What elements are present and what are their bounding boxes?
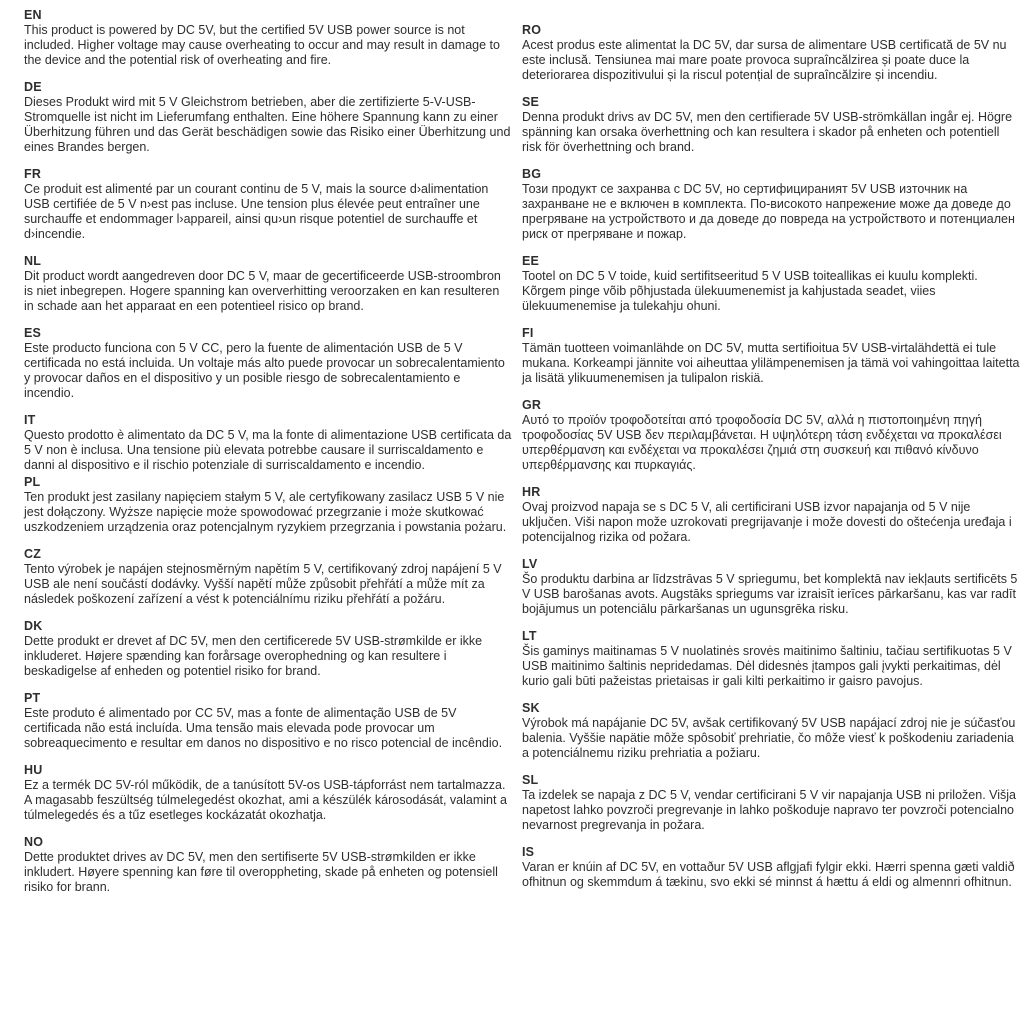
section-dk xyxy=(24,619,512,679)
language-code: ES xyxy=(24,326,42,340)
notice-text: Dit product wordt aangedreven door DC 5 V, maar de gecertificeerde USB-stroombron is niet inbegrepen. Hogere spanning kan oververhitting veroorzaken en kan resulteren in schade aan het apparaat en een potentieel risico op brand. xyxy=(24,269,501,313)
language-code: FR xyxy=(24,167,42,181)
section-no xyxy=(24,835,512,895)
language-code: LT xyxy=(522,629,537,643)
language-code: GR xyxy=(522,398,542,412)
language-code: PT xyxy=(24,691,41,705)
notice-text: Výrobok má napájanie DC 5V, avšak certifikovaný 5V USB napájací zdroj nie je súčasťou balenia. Vyššie napätie môže spôsobiť prehriatie, čo môže viesť k poškodeniu zariadenia a potenciálnemu riziku prehriatia a požiaru. xyxy=(522,716,1016,760)
language-code: NO xyxy=(24,835,44,849)
section-is xyxy=(522,845,1020,890)
notice-text: Denna produkt drivs av DC 5V, men den certifierade 5V USB-strömkällan ingår ej. Högre spänning kan orsaka överhettning och kan resultera i skador på enheten och potentiell risk för överhettning och brand. xyxy=(522,110,1013,154)
section-es xyxy=(24,326,512,401)
language-code: DK xyxy=(24,619,43,633)
notice-text: Tento výrobek je napájen stejnosměrným napětím 5 V, certifikovaný zdroj napájení 5 V USB ale není součástí dodávky. Vyšší napětí může způsobit přehřátí a může mít za následek poškození zařízení a vést k potenciálnímu riziku přehřátí a požáru. xyxy=(24,562,502,606)
notice-text: Varan er knúin af DC 5V, en vottaður 5V USB aflgjafi fylgir ekki. Hærri spenna gæti valdið ofhitnun og skemmdum á tækinu, svo ekki sé minnst á hættu á eldi og almennri ofhitnun. xyxy=(522,860,1015,889)
language-code: SK xyxy=(522,701,540,715)
section-de xyxy=(24,80,512,155)
section-sl xyxy=(522,773,1020,833)
notice-text: Acest produs este alimentat la DC 5V, dar sursa de alimentare USB certificată de 5V nu este inclusă. Tensiunea mai mare poate provoca supraîncălzirea și poate duce la deteriorarea dispozitivului și la riscul potențial de supraîncălzire și incendiu. xyxy=(522,38,1007,82)
section-sk xyxy=(522,701,1020,761)
language-code: RO xyxy=(522,23,542,37)
language-code: IS xyxy=(522,845,535,859)
section-fr xyxy=(24,167,512,242)
notice-text: Este producto funciona con 5 V CC, pero la fuente de alimentación USB de 5 V certificada no está incluida. Un voltaje más alto puede provocar un sobrecalentamiento y provocar daños en el dispositivo y un posible riesgo de sobrecalentamiento e incendio. xyxy=(24,341,505,400)
section-gr xyxy=(522,398,1020,473)
section-ee xyxy=(522,254,1020,314)
language-code: NL xyxy=(24,254,42,268)
column-left xyxy=(24,8,512,1024)
language-code: SE xyxy=(522,95,540,109)
section-cz xyxy=(24,547,512,607)
notice-text: Questo prodotto è alimentato da DC 5 V, ma la fonte di alimentazione USB certificata da 5 V non è inclusa. Una tensione più elevata potrebbe causare il surriscaldamento e danni al dispositivo e il rischio potenziale di surriscaldamento e incendio. xyxy=(24,428,512,472)
section-hr xyxy=(522,485,1020,545)
section-it xyxy=(24,413,512,473)
language-code: DE xyxy=(24,80,42,94)
notice-text: This product is powered by DC 5V, but the certified 5V USB power source is not included. Higher voltage may cause overheating to occur and may result in damage to the device and the potential risk of overheating and fire. xyxy=(24,23,500,67)
section-en xyxy=(24,8,512,68)
section-nl xyxy=(24,254,512,314)
notice-text: Ta izdelek se napaja z DC 5 V, vendar certificirani 5 V vir napajanja USB ni priložen. Višja napetost lahko povzroči pregrevanje in lahko poškoduje napravo ter povzroči potencialno nevarnost pregrevanja in požara. xyxy=(522,788,1017,832)
language-code: HU xyxy=(24,763,43,777)
section-lt xyxy=(522,629,1020,689)
notice-text: Tämän tuotteen voimanlähde on DC 5V, mutta sertifioitua 5V USB-virtalähdettä ei tule mukana. Korkeampi jännite voi aiheuttaa ylilämpenemisen ja tämä voi vahingoittaa laitetta ja lisätä ylikuumenemisen ja tulipalon riskiä. xyxy=(522,341,1020,385)
notice-text: Dette produkt er drevet af DC 5V, men den certificerede 5V USB-strømkilde er ikke inkluderet. Højere spænding kan forårsage overophedning og kan resultere i beskadigelse af enheden og potentiel risiko for brand. xyxy=(24,634,483,678)
notice-text: Този продукт се захранва с DC 5V, но сертифицираният 5V USB източник на захранване не е включен в комплекта. По-високото напрежение може да доведе до прегряване на устройството и да доведе до повреда на устройството и потенциален риск от прегряване и пожар. xyxy=(522,182,1015,241)
notice-text: Dette produktet drives av DC 5V, men den sertifiserte 5V USB-strømkilden er ikke inkludert. Høyere spenning kan føre til overoppheting, skade på enheten og potensiell risiko for brann. xyxy=(24,850,498,894)
language-code: BG xyxy=(522,167,542,181)
language-code: HR xyxy=(522,485,541,499)
section-pl xyxy=(24,475,512,535)
language-code: PL xyxy=(24,475,41,489)
language-code: LV xyxy=(522,557,538,571)
section-bg xyxy=(522,167,1020,242)
notice-text: Tootel on DC 5 V toide, kuid sertifitseeritud 5 V USB toiteallikas ei kuulu komplekti. Kõrgem pinge võib põhjustada ülekuumenemist ja kahjustada seadet, viies ülekuumenemise ja tulekahju ohuni. xyxy=(522,269,978,313)
section-lv xyxy=(522,557,1020,617)
language-code: IT xyxy=(24,413,36,427)
column-right xyxy=(522,8,1020,1024)
section-fi xyxy=(522,326,1020,386)
notice-text: Šo produktu darbina ar līdzstrāvas 5 V spriegumu, bet komplektā nav iekļauts sertificēts 5 V USB barošanas avots. Augstāks spriegums var izraisīt ierīces pārkaršanu, kas var radīt bojājumus un potenciālu pārkaršanas un ugunsgrēka risku. xyxy=(522,572,1018,616)
language-code: CZ xyxy=(24,547,42,561)
notice-text: Šis gaminys maitinamas 5 V nuolatinės srovės maitinimo šaltiniu, tačiau sertifikuotas 5 V USB maitinimo šaltinis nepridedamas. Dėl didesnės įtampos gali įvykti perkaitimas, dėl kurio gali būti pažeistas prietaisas ir gali kilti perkaitimo ir gaisro pavojus. xyxy=(522,644,1012,688)
notice-text: Dieses Produkt wird mit 5 V Gleichstrom betrieben, aber die zertifizierte 5-V-USB-Stromquelle ist nicht im Lieferumfang enthalten. Eine höhere Spannung kann zu einer Überhitzung führen und das Gerät beschädigen sowie das Risiko einer Überhitzung und eines Brandes bergen. xyxy=(24,95,511,154)
notice-text: Ez a termék DC 5V-ról működik, de a tanúsított 5V-os USB-tápforrást nem tartalmazza. A magasabb feszültség túlmelegedést okozhat, ami a készülék károsodását, valamint a túlmelegedés és a tűz esetleges kockázatát okozhatja. xyxy=(24,778,507,822)
language-code: FI xyxy=(522,326,534,340)
section-hu xyxy=(24,763,512,823)
section-ro xyxy=(522,23,1020,83)
notice-text: Este produto é alimentado por CC 5V, mas a fonte de alimentação USB de 5V certificada não está incluída. Uma tensão mais elevada pode provocar um sobreaquecimento e resultar em danos no dispositivo e no risco potencial de incêndio. xyxy=(24,706,503,750)
notice-text: Αυτό το προϊόν τροφοδοτείται από τροφοδοσία DC 5V, αλλά η πιστοποιημένη πηγή τροφοδοσίας 5V USB δεν περιλαμβάνεται. Η υψηλότερη τάση ενδέχεται να προκαλέσει υπερθέρμανση και ενδέχεται να προκαλέσει ζημιά στη συσκευή και πιθανό κίνδυνο υπερθέρμανσης και πυρκαγιάς. xyxy=(522,413,1002,472)
language-code: EN xyxy=(24,8,42,22)
language-code: EE xyxy=(522,254,540,268)
section-se xyxy=(522,95,1020,155)
language-code: SL xyxy=(522,773,539,787)
notice-text: Ce produit est alimenté par un courant continu de 5 V, mais la source d›alimentation USB certifiée de 5 V n›est pas incluse. Une tension plus élevée peut entraîner une surchauffe et endommager l›appareil, ainsi qu›un risque potentiel de surchauffe et d›incendie. xyxy=(24,182,489,241)
notice-text: Ten produkt jest zasilany napięciem stałym 5 V, ale certyfikowany zasilacz USB 5 V nie jest dołączony. Wyższe napięcie może spowodować przegrzanie i może skutkować uszkodzeniem urządzenia oraz potencjalnym ryzykiem przegrzania i powstania pożaru. xyxy=(24,490,507,534)
section-pt xyxy=(24,691,512,751)
notice-text: Ovaj proizvod napaja se s DC 5 V, ali certificirani USB izvor napajanja od 5 V nije uključen. Viši napon može uzrokovati pregrijavanje i može dovesti do oštećenja uređaja i potencijalnog rizika od požara. xyxy=(522,500,1012,544)
